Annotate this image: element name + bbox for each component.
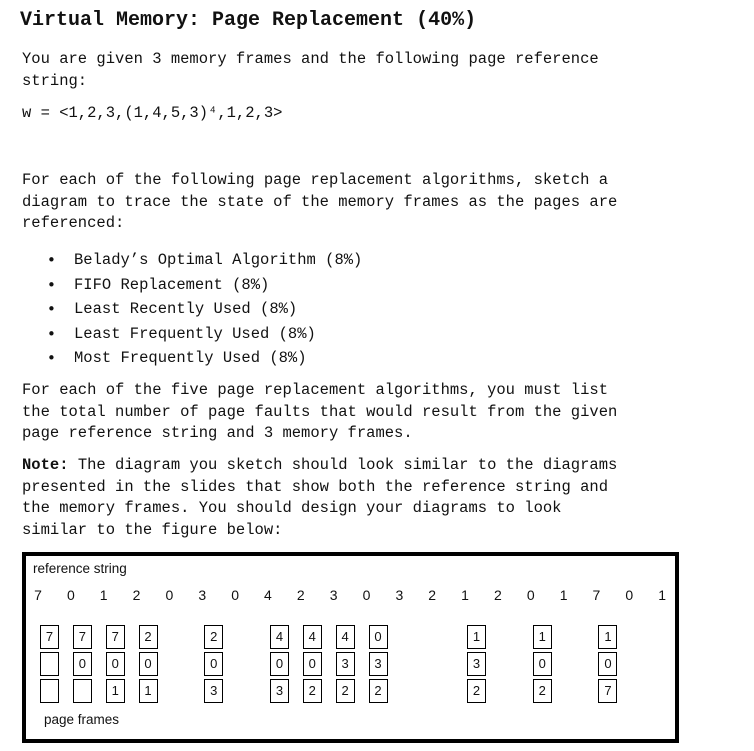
reference-string-item: 0 — [231, 587, 239, 603]
reference-string-definition: w = <1,2,3,(1,4,5,3)⁴,1,2,3> — [22, 104, 283, 122]
frame-cell: 2 — [139, 625, 158, 649]
frame-cell: 7 — [598, 679, 617, 703]
algorithm-item — [47, 297, 362, 322]
reference-string-item: 1 — [658, 587, 667, 603]
bullet-icon: • — [47, 324, 56, 343]
note-label: Note: — [22, 456, 69, 474]
frame-column — [369, 625, 389, 706]
frame-cell: 7 — [40, 625, 59, 649]
frame-cell: 0 — [369, 625, 388, 649]
frame-column — [40, 625, 60, 706]
frame-column — [467, 625, 487, 706]
frame-cell: 1 — [106, 679, 125, 703]
frame-cell — [40, 652, 59, 676]
frame-column — [533, 625, 553, 706]
reference-string-item: 7 — [592, 587, 601, 603]
note-paragraph — [22, 455, 722, 541]
frame-cell: 1 — [598, 625, 617, 649]
frame-column — [73, 625, 93, 706]
reference-string-item: 0 — [362, 587, 371, 603]
frame-cell: 3 — [270, 679, 289, 703]
page-title: Virtual Memory: Page Replacement (40%) — [20, 9, 477, 32]
algorithm-label: Belady’s Optimal Algorithm (8%) — [74, 251, 363, 269]
reference-string-item: 1 — [99, 587, 108, 603]
frame-cell: 1 — [467, 625, 486, 649]
frame-cell: 3 — [369, 652, 388, 676]
algorithm-label: Least Recently Used (8%) — [74, 300, 298, 319]
bullet-icon: • — [47, 251, 56, 269]
frame-column — [336, 625, 356, 706]
frame-cell: 0 — [139, 652, 158, 676]
reference-string-item: 0 — [625, 587, 634, 603]
reference-string-item: 3 — [329, 587, 338, 603]
page-faults-paragraph: For each of the five page replacement algorithms, you must list the total number of page faults that would result from the given page reference string and 3 memory frames. — [22, 381, 618, 442]
page-frames-label: page frames — [44, 712, 120, 727]
reference-string-item: 0 — [526, 587, 535, 603]
frame-cell: 3 — [336, 652, 355, 676]
reference-string-item: 2 — [132, 587, 141, 603]
frame-cell: 7 — [106, 625, 125, 649]
algorithm-label: Least Frequently Used (8%) — [74, 324, 316, 343]
frame-column — [598, 625, 618, 706]
instructions-paragraph: For each of the following page replacement algorithms, sketch a diagram to trace the state of the memory frames as the pages are referenced: — [22, 171, 618, 232]
frame-cell: 0 — [303, 652, 322, 676]
reference-string-item: 7 — [34, 587, 42, 603]
frame-cell: 4 — [270, 625, 289, 649]
frame-cell: 7 — [73, 625, 92, 649]
frame-cell — [73, 679, 92, 703]
algorithm-list — [47, 248, 362, 371]
reference-string-item: 1 — [461, 587, 469, 603]
reference-string-item: 2 — [493, 587, 502, 603]
frame-column — [303, 625, 323, 706]
frame-cell: 0 — [533, 652, 552, 676]
frame-cell: 4 — [303, 625, 322, 649]
frame-cell — [40, 679, 59, 703]
frame-column — [139, 625, 159, 706]
algorithm-item — [47, 273, 362, 298]
reference-string-item: 0 — [66, 587, 75, 603]
frame-cell: 2 — [467, 679, 486, 703]
example-figure — [22, 552, 679, 743]
frame-cell: 1 — [533, 625, 552, 649]
intro-paragraph: You are given 3 memory frames and the following page reference string: — [22, 50, 599, 90]
frame-column — [270, 625, 290, 706]
reference-string-label: reference string — [33, 561, 127, 576]
reference-string-row — [26, 587, 675, 607]
reference-string-item: 3 — [198, 587, 207, 603]
frame-cell: 0 — [270, 652, 289, 676]
frame-cell: 0 — [598, 652, 617, 676]
frame-column — [204, 625, 224, 706]
frame-cell: 0 — [73, 652, 92, 676]
frame-cell: 4 — [336, 625, 355, 649]
algorithm-item — [47, 248, 362, 273]
algorithm-item — [47, 322, 362, 347]
frame-cell: 0 — [204, 652, 223, 676]
frame-cell: 2 — [533, 679, 552, 703]
reference-string-item: 0 — [165, 587, 174, 603]
bullet-icon: • — [47, 275, 56, 294]
frame-cell: 2 — [369, 679, 388, 703]
reference-string-item: 3 — [395, 587, 404, 603]
algorithm-item — [47, 346, 362, 371]
reference-string-item: 2 — [296, 587, 305, 603]
reference-string-item: 2 — [428, 587, 437, 603]
algorithm-label: FIFO Replacement (8%) — [74, 275, 270, 294]
frame-column — [106, 625, 126, 706]
bullet-icon: • — [47, 349, 56, 368]
algorithm-label: Most Frequently Used (8%) — [74, 349, 307, 368]
frame-cell: 1 — [139, 679, 158, 703]
frame-cell: 0 — [106, 652, 125, 676]
reference-string-item: 1 — [559, 587, 568, 603]
frame-cell: 3 — [204, 679, 223, 703]
note-text: The diagram you sketch should look similar to the diagrams presented in the slides that show both the reference string and the memory frames. You should design your diagrams to look similar to the figure below: — [22, 456, 618, 539]
frame-cell: 2 — [336, 679, 355, 703]
bullet-icon: • — [47, 300, 56, 319]
frame-cell: 2 — [204, 625, 223, 649]
frame-cell: 3 — [467, 652, 486, 676]
frame-cell: 2 — [303, 679, 322, 703]
reference-string-item: 4 — [264, 587, 272, 603]
